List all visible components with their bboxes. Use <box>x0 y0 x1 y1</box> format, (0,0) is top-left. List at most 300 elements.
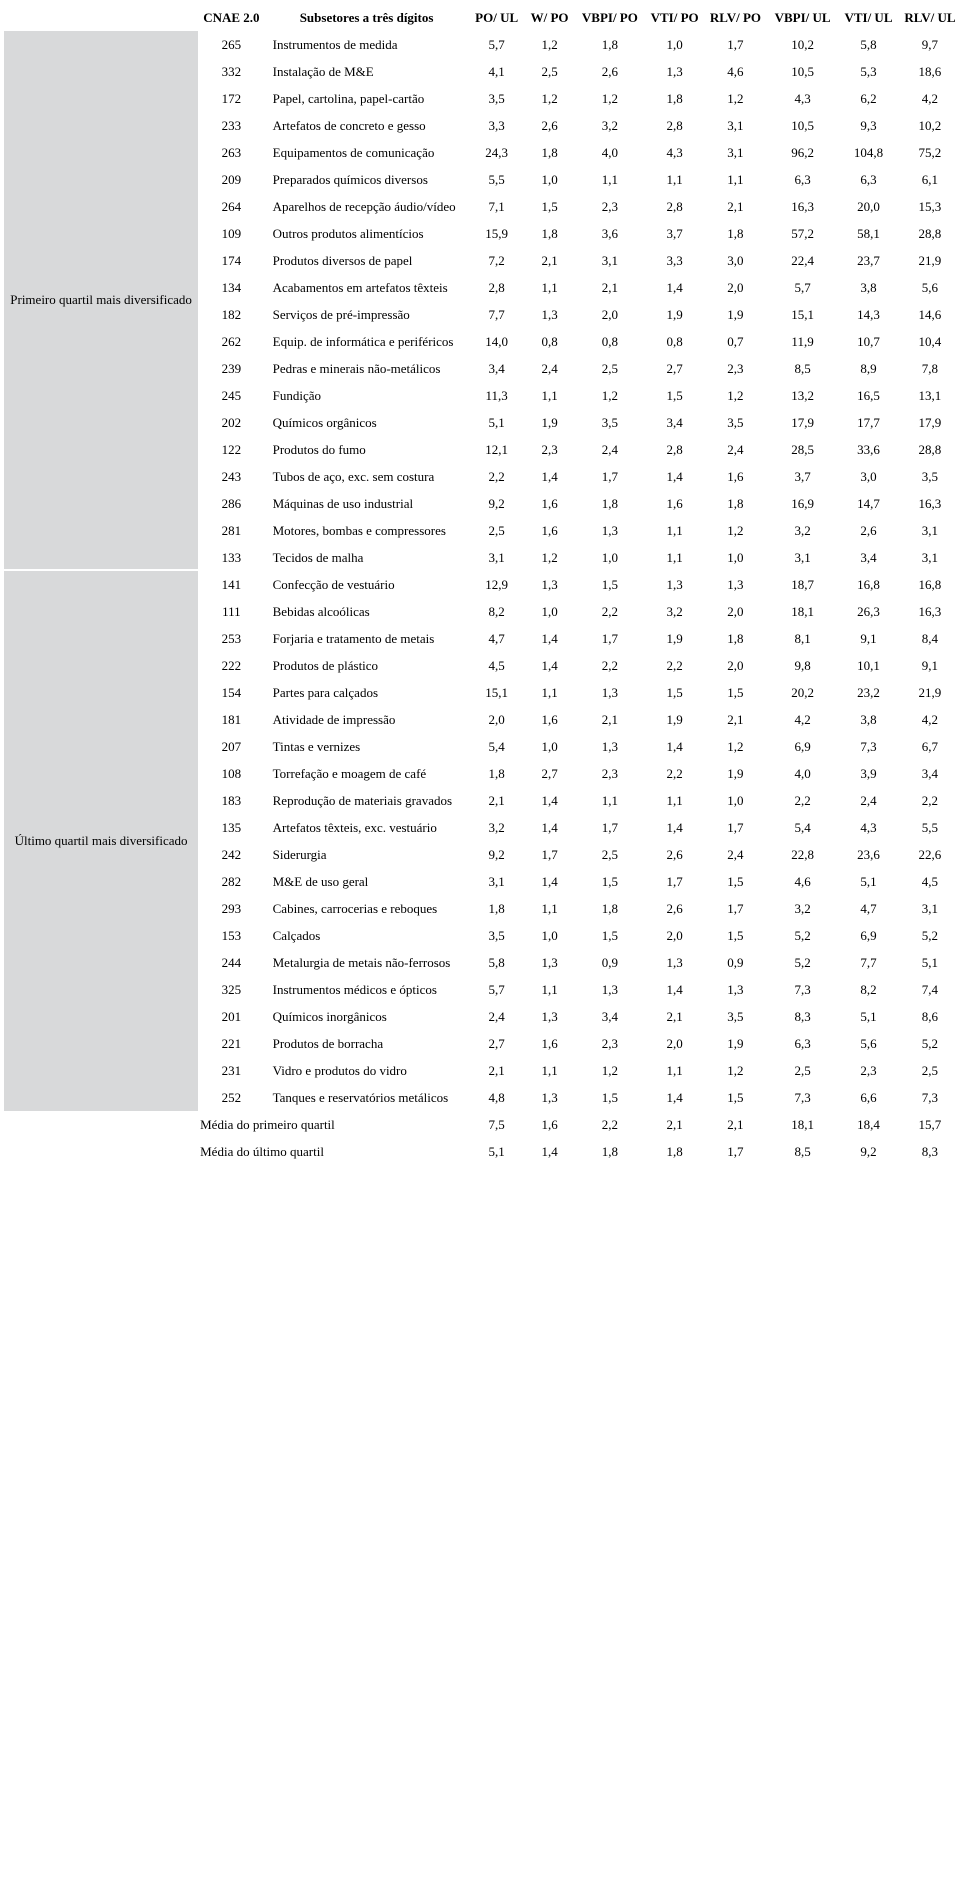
value-cell: 2,4 <box>601 441 619 457</box>
subsector-name: Vidro e produtos do vidro <box>272 1062 407 1078</box>
value-cell: 2,7 <box>541 765 558 781</box>
value-cell: 5,1 <box>860 1008 877 1024</box>
value-cell: 5,7 <box>794 279 811 295</box>
value-cell: 1,8 <box>541 144 558 160</box>
subsector-name: Produtos diversos de papel <box>272 252 413 268</box>
value-cell: 10,1 <box>857 657 880 673</box>
value-cell: 15,3 <box>918 198 942 214</box>
value-cell: 5,4 <box>794 819 811 835</box>
value-cell: 4,5 <box>921 873 939 889</box>
value-cell: 1,4 <box>541 873 558 889</box>
value-cell: 4,8 <box>488 1089 505 1105</box>
value-cell: 0,8 <box>666 333 683 349</box>
value-cell: 1,9 <box>727 765 744 781</box>
cnae-code: 202 <box>221 414 242 430</box>
value-cell: 4,5 <box>488 657 505 673</box>
value-cell: 1,8 <box>488 765 505 781</box>
cnae-code: 183 <box>221 792 242 808</box>
value-cell: 3,1 <box>488 549 505 565</box>
subsector-name: Equip. de informática e periféricos <box>272 333 454 349</box>
value-cell: 2,3 <box>727 360 744 376</box>
value-cell: 28,8 <box>918 441 942 457</box>
subsector-name: Tecidos de malha <box>272 549 364 565</box>
value-cell: 5,1 <box>860 873 877 889</box>
value-cell: 3,5 <box>727 414 744 430</box>
value-cell: 1,9 <box>727 1035 744 1051</box>
value-cell: 22,8 <box>791 846 814 862</box>
cnae-code: 221 <box>221 1035 242 1051</box>
value-cell: 5,5 <box>488 171 505 187</box>
value-cell: 9,1 <box>860 630 877 646</box>
value-cell: 0,9 <box>727 954 744 970</box>
cnae-code: 122 <box>221 441 242 457</box>
value-cell: 1,4 <box>541 792 558 808</box>
value-cell: 16,3 <box>791 198 814 214</box>
value-cell: 1,8 <box>727 630 744 646</box>
cnae-code: 281 <box>221 522 242 538</box>
value-cell: 2,6 <box>860 522 877 538</box>
value-cell: 4,3 <box>794 90 811 106</box>
value-cell: 7,3 <box>794 1089 811 1105</box>
value-cell: 57,2 <box>791 225 814 241</box>
value-cell: 9,3 <box>860 117 877 133</box>
empty-cell <box>4 1138 198 1165</box>
value-cell: 5,2 <box>794 927 811 943</box>
subsector-name: Tanques e reservatórios metálicos <box>272 1089 449 1105</box>
value-cell: 8,2 <box>488 603 505 619</box>
value-cell: 2,8 <box>488 279 505 295</box>
value-cell: 1,2 <box>541 549 558 565</box>
value-cell: 1,4 <box>541 819 558 835</box>
average-label: Média do primeiro quartil <box>200 1116 335 1132</box>
value-cell: 2,0 <box>666 927 683 943</box>
value-cell: 1,7 <box>601 630 619 646</box>
value-cell: 6,3 <box>794 171 811 187</box>
subsector-name: Confecção de vestuário <box>272 576 395 592</box>
subsector-name: Preparados químicos diversos <box>272 171 428 187</box>
value-cell: 2,1 <box>488 792 505 808</box>
value-cell: 1,4 <box>666 981 683 997</box>
value-cell: 23,6 <box>857 846 880 862</box>
value-cell: 12,1 <box>485 441 509 457</box>
table-body <box>4 31 961 1165</box>
value-cell: 1,2 <box>541 90 558 106</box>
value-cell: 2,1 <box>727 198 744 214</box>
value-cell: 1,0 <box>541 927 558 943</box>
value-cell: 4,7 <box>860 900 877 916</box>
value-cell: 10,5 <box>791 63 814 79</box>
value-cell: 1,5 <box>727 684 744 700</box>
value-cell: 4,0 <box>601 144 619 160</box>
subsector-name: Artefatos têxteis, exc. vestuário <box>272 819 437 835</box>
value-cell: 1,3 <box>666 576 683 592</box>
value-cell: 3,9 <box>860 765 877 781</box>
value-cell: 14,0 <box>485 333 509 349</box>
value-cell: 7,3 <box>794 981 811 997</box>
value-cell: 96,2 <box>791 144 814 160</box>
value-cell: 1,0 <box>727 549 744 565</box>
value-cell: 1,5 <box>727 1089 744 1105</box>
value-cell: 10,2 <box>918 117 942 133</box>
value-cell: 4,2 <box>921 90 939 106</box>
value-cell: 1,9 <box>541 414 558 430</box>
value-cell: 1,8 <box>666 90 683 106</box>
value-cell: 3,1 <box>921 522 939 538</box>
value-cell: 2,3 <box>601 198 619 214</box>
value-cell: 3,5 <box>488 90 505 106</box>
value-cell: 1,7 <box>601 468 619 484</box>
cnae-code: 282 <box>221 873 242 889</box>
value-cell: 3,2 <box>601 117 619 133</box>
value-cell: 1,5 <box>666 387 683 403</box>
value-cell: 1,3 <box>601 981 619 997</box>
value-cell: 7,8 <box>921 360 939 376</box>
value-cell: 1,1 <box>601 171 619 187</box>
value-cell: 3,3 <box>488 117 505 133</box>
value-cell: 2,2 <box>666 657 683 673</box>
cnae-code: 293 <box>221 900 242 916</box>
value-cell: 4,1 <box>488 63 505 79</box>
value-cell: 10,7 <box>857 333 880 349</box>
value-cell: 17,9 <box>918 414 942 430</box>
subsector-name: Tintas e vernizes <box>272 738 361 754</box>
value-cell: 1,3 <box>541 1089 558 1105</box>
value-cell: 4,2 <box>794 711 811 727</box>
value-cell: 11,3 <box>485 387 508 403</box>
value-cell: 6,3 <box>794 1035 811 1051</box>
value-cell: 16,3 <box>918 603 942 619</box>
value-cell: 1,6 <box>541 1035 558 1051</box>
value-cell: 5,7 <box>488 981 505 997</box>
value-cell: 3,4 <box>666 414 683 430</box>
value-cell: 1,3 <box>601 522 619 538</box>
value-cell: 1,4 <box>541 468 558 484</box>
cnae-code: 109 <box>221 225 242 241</box>
value-cell: 2,0 <box>666 1035 683 1051</box>
value-cell: 21,9 <box>918 252 942 268</box>
cnae-code: 325 <box>221 981 242 997</box>
value-cell: 104,8 <box>853 144 884 160</box>
value-cell: 1,2 <box>727 522 744 538</box>
value-cell: 1,5 <box>727 927 744 943</box>
value-cell: 2,4 <box>727 846 744 862</box>
subsector-name: Fundição <box>272 387 322 403</box>
value-cell: 33,6 <box>857 441 880 457</box>
value-cell: 1,1 <box>541 684 558 700</box>
subsector-name: Atividade de impressão <box>272 711 396 727</box>
table-row <box>4 571 961 598</box>
average-value: 15,7 <box>918 1116 942 1132</box>
average-value: 1,8 <box>601 1143 619 1159</box>
value-cell: 1,1 <box>541 981 558 997</box>
value-cell: 1,8 <box>727 225 744 241</box>
value-cell: 8,5 <box>794 360 811 376</box>
value-cell: 1,3 <box>601 684 619 700</box>
cnae-code: 108 <box>221 765 242 781</box>
subsector-name: Produtos de plástico <box>272 657 379 673</box>
subsector-name: Aparelhos de recepção áudio/vídeo <box>272 198 456 214</box>
value-cell: 2,3 <box>541 441 558 457</box>
value-cell: 3,4 <box>601 1008 619 1024</box>
value-cell: 16,8 <box>918 576 942 592</box>
value-cell: 2,3 <box>860 1062 877 1078</box>
value-cell: 1,7 <box>727 900 744 916</box>
empty-header-cell <box>4 4 198 31</box>
value-cell: 3,5 <box>601 414 619 430</box>
value-cell: 2,3 <box>601 1035 619 1051</box>
cnae-code: 262 <box>221 333 242 349</box>
column-header: RLV/ PO <box>709 9 761 25</box>
cnae-code: 207 <box>221 738 242 754</box>
subsector-name: Acabamentos em artefatos têxteis <box>272 279 448 295</box>
value-cell: 1,4 <box>666 279 683 295</box>
subsector-name: Calçados <box>272 927 321 943</box>
cnae-code: 252 <box>221 1089 242 1105</box>
average-value: 2,1 <box>666 1116 683 1132</box>
cnae-code: 134 <box>221 279 242 295</box>
value-cell: 8,3 <box>794 1008 811 1024</box>
cnae-code: 222 <box>221 657 242 673</box>
value-cell: 1,2 <box>601 387 619 403</box>
value-cell: 2,5 <box>541 63 558 79</box>
value-cell: 7,1 <box>488 198 505 214</box>
value-cell: 1,3 <box>666 63 683 79</box>
average-value: 8,5 <box>794 1143 811 1159</box>
cnae-code: 265 <box>221 36 242 52</box>
column-header: VTI/ PO <box>650 9 699 25</box>
value-cell: 1,0 <box>541 171 558 187</box>
value-cell: 8,2 <box>860 981 877 997</box>
value-cell: 4,6 <box>727 63 744 79</box>
value-cell: 26,3 <box>857 603 880 619</box>
value-cell: 1,7 <box>601 819 619 835</box>
value-cell: 5,5 <box>921 819 939 835</box>
value-cell: 1,6 <box>541 495 558 511</box>
value-cell: 2,6 <box>666 846 683 862</box>
value-cell: 9,2 <box>488 495 505 511</box>
column-header: VBPI/ UL <box>774 9 831 25</box>
value-cell: 3,6 <box>601 225 619 241</box>
cnae-code: 243 <box>221 468 242 484</box>
cnae-code: 253 <box>221 630 242 646</box>
value-cell: 22,6 <box>918 846 942 862</box>
average-value: 2,2 <box>601 1116 619 1132</box>
subsector-name: Instrumentos de medida <box>272 36 398 52</box>
value-cell: 6,7 <box>921 738 939 754</box>
subsector-name: Outros produtos alimentícios <box>272 225 424 241</box>
average-value: 18,4 <box>857 1116 880 1132</box>
value-cell: 2,2 <box>666 765 683 781</box>
value-cell: 1,7 <box>727 819 744 835</box>
value-cell: 1,2 <box>727 1062 744 1078</box>
value-cell: 14,3 <box>857 306 880 322</box>
subsector-name: Metalurgia de metais não-ferrosos <box>272 954 451 970</box>
value-cell: 1,0 <box>666 36 683 52</box>
value-cell: 3,5 <box>727 1008 744 1024</box>
value-cell: 6,9 <box>860 927 877 943</box>
value-cell: 2,0 <box>488 711 505 727</box>
value-cell: 3,1 <box>601 252 619 268</box>
value-cell: 7,3 <box>921 1089 939 1105</box>
value-cell: 1,3 <box>541 954 558 970</box>
value-cell: 8,4 <box>921 630 939 646</box>
cnae-code: 111 <box>222 603 241 619</box>
value-cell: 3,7 <box>794 468 811 484</box>
value-cell: 2,6 <box>541 117 558 133</box>
value-cell: 3,5 <box>488 927 505 943</box>
value-cell: 3,2 <box>666 603 683 619</box>
subsector-name: Reprodução de materiais gravados <box>272 792 453 808</box>
value-cell: 7,7 <box>860 954 877 970</box>
average-value: 5,1 <box>488 1143 505 1159</box>
value-cell: 9,2 <box>488 846 505 862</box>
value-cell: 1,9 <box>666 630 683 646</box>
cnae-code: 209 <box>221 171 242 187</box>
value-cell: 1,1 <box>666 1062 683 1078</box>
value-cell: 13,2 <box>791 387 814 403</box>
cnae-code: 233 <box>221 117 242 133</box>
value-cell: 2,3 <box>601 765 619 781</box>
value-cell: 2,1 <box>541 252 558 268</box>
value-cell: 1,4 <box>666 468 683 484</box>
value-cell: 1,2 <box>727 387 744 403</box>
cnae-code: 153 <box>221 927 242 943</box>
value-cell: 8,6 <box>921 1008 939 1024</box>
value-cell: 1,5 <box>727 873 744 889</box>
value-cell: 5,1 <box>921 954 939 970</box>
header-row <box>4 4 961 31</box>
value-cell: 2,8 <box>666 117 683 133</box>
average-value: 18,1 <box>791 1116 814 1132</box>
value-cell: 3,4 <box>860 549 877 565</box>
value-cell: 3,2 <box>794 522 811 538</box>
value-cell: 14,7 <box>857 495 880 511</box>
average-row <box>4 1138 961 1165</box>
value-cell: 1,8 <box>541 225 558 241</box>
value-cell: 6,2 <box>860 90 877 106</box>
value-cell: 6,1 <box>921 171 939 187</box>
subsector-name: Serviços de pré-impressão <box>272 306 410 322</box>
value-cell: 3,1 <box>794 549 811 565</box>
value-cell: 2,0 <box>727 603 744 619</box>
value-cell: 2,8 <box>666 198 683 214</box>
value-cell: 1,8 <box>601 495 619 511</box>
value-cell: 1,3 <box>541 306 558 322</box>
value-cell: 2,0 <box>727 657 744 673</box>
value-cell: 3,2 <box>794 900 811 916</box>
value-cell: 2,2 <box>488 468 505 484</box>
value-cell: 1,4 <box>541 657 558 673</box>
value-cell: 1,1 <box>541 387 558 403</box>
value-cell: 0,8 <box>601 333 619 349</box>
value-cell: 17,9 <box>791 414 814 430</box>
value-cell: 1,1 <box>601 792 619 808</box>
subsector-name: Motores, bombas e compressores <box>272 522 446 538</box>
value-cell: 1,8 <box>601 900 619 916</box>
cnae-code: 182 <box>221 306 242 322</box>
average-value: 8,3 <box>921 1143 939 1159</box>
value-cell: 6,9 <box>794 738 811 754</box>
value-cell: 3,0 <box>860 468 877 484</box>
subsector-name: Torrefação e moagem de café <box>272 765 427 781</box>
value-cell: 5,8 <box>488 954 505 970</box>
value-cell: 1,1 <box>666 171 683 187</box>
value-cell: 9,1 <box>921 657 939 673</box>
cnae-code: 244 <box>221 954 242 970</box>
value-cell: 6,3 <box>860 171 877 187</box>
value-cell: 1,4 <box>541 630 558 646</box>
value-cell: 1,0 <box>541 603 558 619</box>
value-cell: 3,0 <box>727 252 744 268</box>
value-cell: 1,1 <box>666 522 683 538</box>
value-cell: 1,7 <box>727 36 744 52</box>
value-cell: 5,7 <box>488 36 505 52</box>
subsector-name: Produtos do fumo <box>272 441 366 457</box>
average-value: 1,4 <box>541 1143 558 1159</box>
cnae-code: 231 <box>221 1062 242 1078</box>
column-header: VTI/ UL <box>844 9 893 25</box>
value-cell: 0,9 <box>601 954 619 970</box>
value-cell: 1,3 <box>666 954 683 970</box>
value-cell: 1,5 <box>666 684 683 700</box>
value-cell: 15,9 <box>485 225 509 241</box>
cnae-code: 133 <box>221 549 242 565</box>
value-cell: 5,2 <box>921 1035 939 1051</box>
value-cell: 1,1 <box>727 171 744 187</box>
cnae-code: 263 <box>221 144 242 160</box>
value-cell: 2,4 <box>488 1008 505 1024</box>
value-cell: 1,1 <box>541 279 558 295</box>
value-cell: 2,4 <box>541 360 558 376</box>
value-cell: 1,4 <box>666 738 683 754</box>
column-header: W/ PO <box>530 9 569 25</box>
value-cell: 1,5 <box>601 927 619 943</box>
value-cell: 28,8 <box>918 225 942 241</box>
subsector-name: Bebidas alcoólicas <box>272 603 370 619</box>
value-cell: 1,2 <box>541 36 558 52</box>
value-cell: 2,8 <box>666 441 683 457</box>
value-cell: 6,6 <box>860 1089 877 1105</box>
value-cell: 1,1 <box>666 549 683 565</box>
group-label: Primeiro quartil mais diversificado <box>4 31 198 571</box>
value-cell: 4,3 <box>666 144 683 160</box>
cnae-code: 181 <box>221 711 242 727</box>
column-header: RLV/ UL <box>904 9 956 25</box>
value-cell: 1,8 <box>727 495 744 511</box>
value-cell: 4,2 <box>921 711 939 727</box>
value-cell: 8,9 <box>860 360 877 376</box>
value-cell: 2,6 <box>666 900 683 916</box>
value-cell: 3,1 <box>921 900 939 916</box>
value-cell: 2,1 <box>727 711 744 727</box>
value-cell: 2,4 <box>727 441 744 457</box>
value-cell: 5,6 <box>860 1035 877 1051</box>
cnae-code: 239 <box>221 360 242 376</box>
value-cell: 16,5 <box>857 387 880 403</box>
cnae-code: 141 <box>221 576 242 592</box>
column-header: VBPI/ PO <box>581 9 638 25</box>
value-cell: 7,4 <box>921 981 939 997</box>
value-cell: 1,6 <box>541 711 558 727</box>
value-cell: 1,4 <box>666 1089 683 1105</box>
subsector-name: Tubos de aço, exc. sem costura <box>272 468 435 484</box>
value-cell: 3,1 <box>727 117 744 133</box>
value-cell: 16,3 <box>918 495 942 511</box>
cnae-code: 286 <box>221 495 242 511</box>
value-cell: 1,3 <box>601 738 619 754</box>
value-cell: 23,2 <box>857 684 880 700</box>
subsector-name: Produtos de borracha <box>272 1035 384 1051</box>
